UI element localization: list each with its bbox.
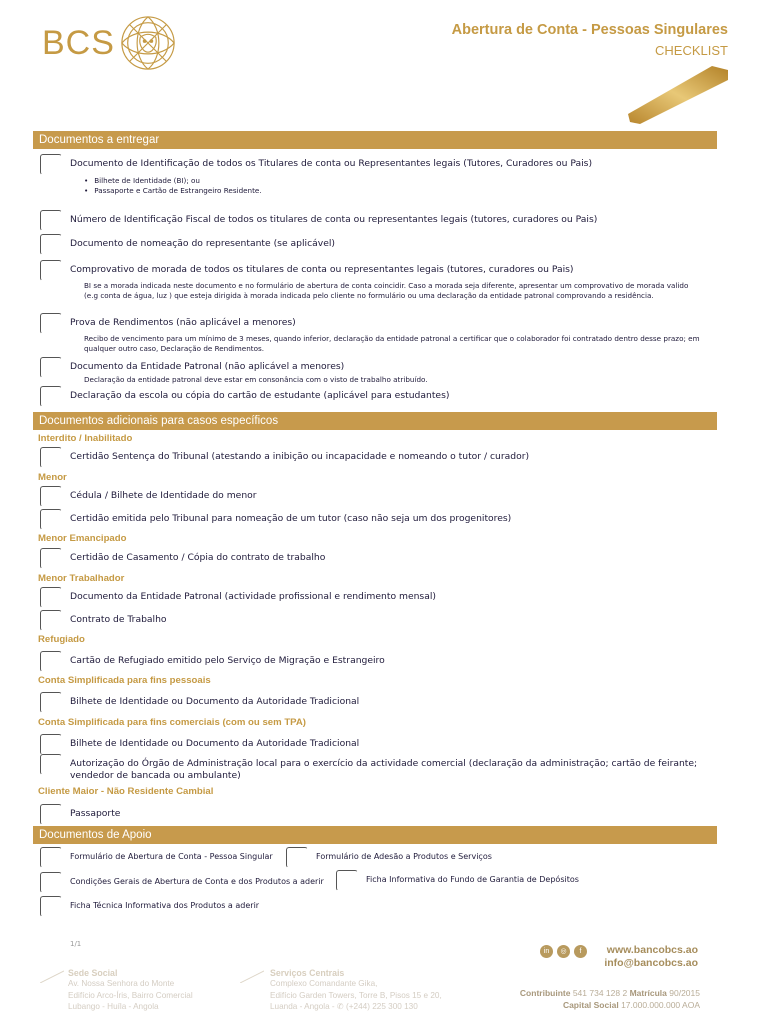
item-label: Número de Identificação Fiscal de todos os titulares de conta ou representantes legais (tutores, curadores ou Pais) — [70, 214, 598, 225]
checkbox[interactable] — [40, 804, 62, 825]
divider-diagonal-icon — [240, 969, 264, 983]
address-line: Edifício Garden Towers, Torre B, Pisos 15 e 20, — [270, 990, 442, 1000]
checkbox[interactable] — [40, 357, 62, 378]
contribuinte-value: 541 734 128 2 — [572, 988, 628, 998]
item-label: Formulário de Adesão a Produtos e Serviços — [316, 852, 492, 861]
checkbox[interactable] — [40, 447, 62, 468]
item-label: Bilhete de Identidade ou Documento da Autoridade Tradicional — [70, 696, 360, 707]
checkbox[interactable] — [40, 651, 62, 672]
section-documentos-entregar: Documentos a entregar — [33, 131, 717, 149]
checklist-item — [40, 158, 720, 175]
logo-text: BCS — [42, 23, 115, 62]
email-link[interactable]: info@bancobcs.ao — [604, 956, 698, 969]
bullet-item: • Passaporte e Cartão de Estrangeiro Residente. — [84, 186, 262, 196]
checklist-item — [40, 490, 720, 507]
apoio-item — [286, 851, 492, 868]
apoio-item — [40, 900, 259, 917]
item-label: Cédula / Bilhete de Identidade do menor — [70, 490, 257, 501]
category-cliente-maior: Cliente Maior - Não Residente Cambial — [38, 786, 214, 797]
checkbox[interactable] — [40, 872, 62, 893]
id-bullets — [84, 176, 262, 196]
capital-label: Capital Social — [562, 1000, 619, 1010]
legal-info — [520, 987, 700, 1011]
title-sub: CHECKLIST — [655, 43, 728, 58]
category-trabalhador: Menor Trabalhador — [38, 573, 125, 584]
section-documentos-adicionais: Documentos adicionais para casos específicos — [33, 412, 717, 430]
checkbox[interactable] — [40, 754, 62, 775]
checkbox[interactable] — [40, 234, 62, 255]
matricula-value: 90/2015 — [669, 988, 700, 998]
item-note: Declaração da entidade patronal deve estar em consonância com o visto de trabalho atribuído. — [84, 375, 428, 384]
category-simplificada-comerciais: Conta Simplificada para fins comerciais (com ou sem TPA) — [38, 717, 306, 728]
checklist-item — [40, 451, 720, 468]
facebook-icon[interactable]: f — [574, 945, 587, 958]
divider-diagonal-icon — [40, 969, 64, 983]
checkbox[interactable] — [40, 847, 62, 868]
contact-links — [604, 944, 698, 969]
capital-value: 17.000.000.000 AOA — [621, 1000, 700, 1010]
checkbox[interactable] — [40, 548, 62, 569]
item-label: Ficha Informativa do Fundo de Garantia de Depósitos — [366, 875, 579, 884]
checkbox[interactable] — [40, 154, 62, 175]
checkbox[interactable] — [40, 313, 62, 334]
checkbox[interactable] — [40, 896, 62, 917]
category-menor: Menor — [38, 472, 67, 483]
document-title — [452, 22, 728, 58]
checklist-item — [40, 317, 720, 334]
checklist-item — [40, 264, 720, 281]
instagram-icon[interactable]: ◎ — [557, 945, 570, 958]
servicos-label: Serviços Centrais — [270, 968, 345, 978]
item-label: Ficha Técnica Informativa dos Produtos a aderir — [70, 901, 260, 910]
category-simplificada-pessoais: Conta Simplificada para fins pessoais — [38, 675, 211, 686]
item-label: Condições Gerais de Abertura de Conta e dos Produtos a aderir — [70, 877, 324, 886]
item-label: Documento de Identificação de todos os Titulares de conta ou Representantes legais (Tutores, Curadores ou Pais) — [70, 158, 593, 169]
address-line: Luanda - Angola - ✆ (+244) 225 300 130 — [270, 1002, 418, 1011]
section-documentos-apoio: Documentos de Apoio — [33, 826, 717, 844]
sede-address — [68, 978, 193, 1013]
item-label: Certidão emitida pelo Tribunal para nomeação de um tutor (caso não seja um dos progenitores) — [70, 513, 512, 524]
address-line: Edifício Arco-Íris, Bairro Comercial — [68, 990, 193, 1000]
category-refugiado: Refugiado — [38, 634, 85, 645]
item-label: Documento da Entidade Patronal (não aplicável a menores) — [70, 361, 345, 372]
address-line: Lubango - Huíla - Angola — [68, 1002, 159, 1011]
social-icons — [540, 945, 587, 958]
checkbox[interactable] — [40, 386, 62, 407]
item-label: Passaporte — [70, 808, 121, 819]
checkbox[interactable] — [40, 486, 62, 507]
item-note: Recibo de vencimento para um mínimo de 3 meses, quando inferior, declaração da entidade patronal a certificar que o colaborador foi contratado dentro desse prazo; em qualquer outro caso, Declaração de Rendimentos. — [84, 334, 700, 353]
checkbox[interactable] — [40, 692, 62, 713]
item-label: Formulário de Abertura de Conta - Pessoa Singular — [70, 852, 273, 861]
checklist-item — [40, 552, 720, 569]
checklist-item — [40, 758, 720, 782]
checkbox[interactable] — [40, 509, 62, 530]
category-interdito: Interdito / Inabilitado — [38, 433, 133, 444]
checklist-item — [40, 614, 720, 631]
contribuinte-label: Contribuinte — [519, 988, 571, 998]
apoio-item — [40, 851, 273, 868]
apoio-item — [336, 874, 579, 891]
checkbox[interactable] — [40, 734, 62, 755]
bullet-item: • Bilhete de Identidade (BI); ou — [84, 176, 262, 186]
checklist-item — [40, 655, 720, 672]
linkedin-icon[interactable]: in — [540, 945, 553, 958]
website-link[interactable]: www.bancobcs.ao — [606, 944, 698, 956]
checklist-item — [40, 738, 720, 755]
checkbox[interactable] — [286, 847, 308, 868]
item-label: Bilhete de Identidade ou Documento da Autoridade Tradicional — [70, 738, 360, 749]
servicos-address — [270, 978, 442, 1013]
address-line: Av. Nossa Senhora do Monte — [68, 979, 175, 988]
item-label: Contrato de Trabalho — [70, 614, 167, 625]
checkbox[interactable] — [40, 210, 62, 231]
checklist-item — [40, 696, 720, 713]
checklist-item — [40, 591, 720, 608]
gold-brush-stroke — [628, 66, 728, 124]
item-label: Documento da Entidade Patronal (actividade profissional e rendimento mensal) — [70, 591, 436, 602]
item-label: Certidão Sentença do Tribunal (atestando a inibição ou incapacidade e nomeando o tutor / curador) — [70, 451, 530, 462]
page-number: 1/1 — [70, 940, 82, 948]
item-label: Autorização do Órgão de Administração local para o exercício da actividade comercial (declaração da administração; cartão de feirante; vendedor de bancada ou ambulante) — [70, 758, 698, 781]
checklist-item — [40, 390, 720, 407]
item-note: BI se a morada indicada neste documento e no formulário de abertura de conta coincidir. Caso a morada seja diferente, apresentar um comprovativo de morada valido (e.g conta de água, luz ) que esteja dirigida à morada indicada pelo cliente no formulário ou uma declaração da entidade patronal comprovando a residência. — [84, 281, 689, 300]
checkbox[interactable] — [40, 610, 62, 631]
bank-logo — [42, 14, 177, 72]
checkbox[interactable] — [40, 587, 62, 608]
checklist-item — [40, 513, 720, 530]
address-line: Complexo Comandante Gika, — [270, 979, 378, 988]
checklist-item — [40, 238, 720, 255]
item-label: Certidão de Casamento / Cópia do contrato de trabalho — [70, 552, 326, 563]
category-emancipado: Menor Emancipado — [38, 533, 127, 544]
checkbox[interactable] — [336, 870, 358, 891]
checklist-item — [40, 808, 720, 825]
item-label: Declaração da escola ou cópia do cartão de estudante (aplicável para estudantes) — [70, 390, 450, 401]
matricula-label: Matrícula — [629, 988, 667, 998]
sede-label: Sede Social — [68, 968, 118, 978]
title-main: Abertura de Conta - Pessoas Singulares — [451, 22, 728, 38]
item-label: Documento de nomeação do representante (se aplicável) — [70, 238, 336, 249]
lion-emblem-icon — [119, 14, 177, 72]
checklist-item — [40, 214, 720, 231]
item-label: Comprovativo de morada de todos os titulares de conta ou representantes legais (tutores, curadores ou Pais) — [70, 264, 574, 275]
apoio-item — [40, 876, 324, 893]
item-label: Prova de Rendimentos (não aplicável a menores) — [70, 317, 296, 328]
item-label: Cartão de Refugiado emitido pelo Serviço de Migração e Estrangeiro — [70, 655, 385, 666]
checkbox[interactable] — [40, 260, 62, 281]
